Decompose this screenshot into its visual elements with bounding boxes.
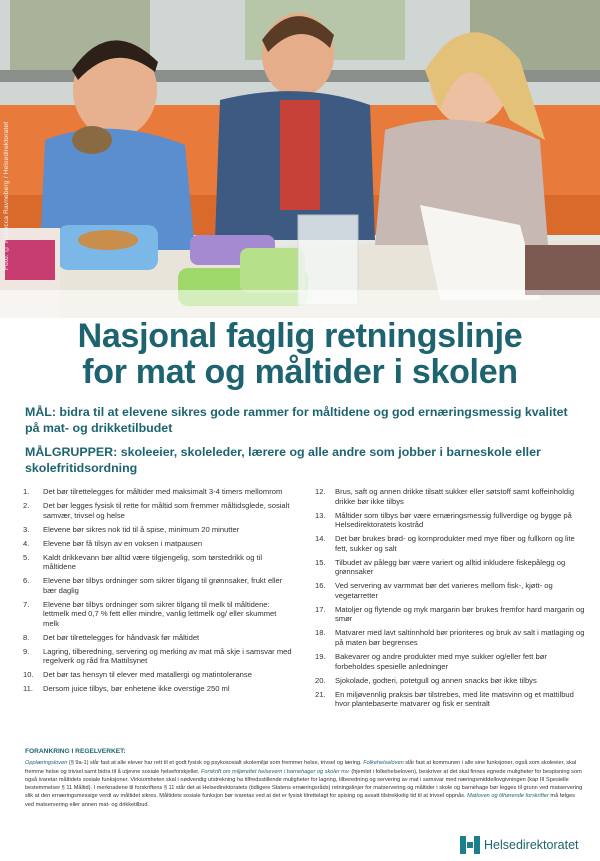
guideline-number: 21. <box>315 689 326 699</box>
guideline-text: Det bør tilrettelegges for håndvask før måltidet <box>43 632 200 642</box>
guideline-item <box>23 576 293 595</box>
law-link-folkehelseloven[interactable]: Folkehelseloven <box>363 760 404 767</box>
law-link-matloven[interactable]: Matloven og tilhørende forskrifter <box>467 793 549 800</box>
guideline-number: 1. <box>23 487 30 496</box>
guideline-item <box>23 553 293 572</box>
anchoring-text-c: (hjemlet i folkehelseloven), beskriver at det skal finnes egnede muligheter for bespisning som også ivaretar måltidets sosiale funksjoner. Virksomheten skal i nødvendig utstrekning ha tilfredsstillende muligheter for lagring, tilberedning og servering av mat i samsvar med næringsmiddellovgivningen (kap III Spesielle bestemmelser § 11 Måltid). I merknadene til forskriftens § 11 står det at Helsedirektoratets (tidligere Statens ernæringsråds) retningslinjer for matservering og måltider i skole og barnehage bør legges til grunn ved matservering slik at den ernæringsmessige verdi av måltidet sikres. Måltidets sosiale funksjon bør ivaretas ved at det er fysisk tilrettelagt for spising og avsatt tilstrekkelig tid til at trivsel oppnås. <box>25 768 583 800</box>
anchoring-text-b: slår fast at kommunen i alle sine funksjoner, også som skoleeier, skal fremme helse og trivsel samt bidra til å utjevne sosiale helseforskjeller. <box>25 760 577 775</box>
guideline-item <box>315 558 585 577</box>
guideline-text: Elevene bør få tilsyn av en voksen i matpausen <box>43 538 203 548</box>
guideline-number: 11. <box>23 684 33 694</box>
helsedirektoratet-logo <box>460 836 579 854</box>
target-groups-text: skoleeier, skoleleder, lærere og alle andre som jobber i barneskole eller skolefritidsordning <box>25 445 541 475</box>
guideline-number: 15. <box>315 557 326 567</box>
regulatory-anchoring <box>25 748 585 809</box>
hero-photo <box>0 0 600 318</box>
guideline-text: Sjokolade, godteri, potetgull og annen snacks bør ikke tilbys <box>335 675 537 685</box>
law-link-forskrift[interactable]: Forskrift om miljørettet helsevern i barnehager og skoler mv. <box>200 768 350 775</box>
guideline-text: Elevene bør sikres nok tid til å spise, minimum 20 minutter <box>43 524 240 534</box>
guideline-number: 5. <box>23 552 30 562</box>
guideline-item <box>315 487 585 506</box>
guideline-item <box>315 652 585 671</box>
guideline-item <box>23 670 293 680</box>
guideline-item <box>23 539 293 549</box>
guideline-text: Ved servering av varmmat bør det varieres mellom fisk-, kjøtt- og vegetarretter <box>335 581 553 600</box>
guideline-item <box>23 525 293 535</box>
guideline-item <box>23 501 293 520</box>
target-groups-section <box>25 444 585 476</box>
anchoring-text <box>25 759 585 809</box>
guideline-number: 14. <box>315 534 326 544</box>
guideline-text: Dersom juice tilbys, bør enhetene ikke overstige 250 ml <box>43 684 230 694</box>
guideline-number: 16. <box>315 581 326 591</box>
title-line-2: for mat og måltider i skolen <box>82 353 518 391</box>
guideline-item <box>315 605 585 624</box>
guideline-text: Tilbudet av pålegg bør være variert og alltid inkludere fiskepålegg og grønnsaker <box>335 557 566 577</box>
goal-label: MÅL: <box>25 405 56 419</box>
guideline-number: 19. <box>315 652 326 662</box>
guideline-item <box>315 511 585 530</box>
guideline-text: Elevene bør tilbys ordninger som sikrer tilgang til melk til måltidene: lettmelk med 0,7 % fett eller mindre, vanlig lettmelk og/ eller skummet melk <box>43 599 277 628</box>
guideline-number: 12. <box>315 487 326 496</box>
guideline-item <box>315 628 585 647</box>
guideline-text: Kaldt drikkevann bør alltid være tilgjengelig, som tørstedrikk og til måltidene <box>43 552 263 572</box>
law-link-opplaeringsloven[interactable]: Opplæringsloven <box>25 760 68 767</box>
guideline-text: Brus, saft og annen drikke tilsatt sukker eller søtstoff samt koffeinholdig drikke bør ikke tilbys <box>335 487 575 506</box>
title-line-1: Nasjonal faglig retningslinje <box>77 317 523 355</box>
guideline-item <box>23 600 293 629</box>
anchoring-text-d: må følges ved matservering eller annen mat- og drikketilbud. <box>25 793 575 808</box>
guideline-text: Det bør tilrettelegges for måltider med maksimalt 3-4 timers mellomrom <box>43 487 283 496</box>
guideline-number: 6. <box>23 576 30 586</box>
anchoring-heading: FORANKRING I REGELVERKET: <box>25 748 126 755</box>
guideline-number: 2. <box>23 500 30 510</box>
goal-text: bidra til at elevene sikres gode rammer for måltidene og god ernæringsmessig kvalitet på mat- og drikketilbudet <box>25 405 568 435</box>
guideline-item <box>23 684 293 694</box>
guideline-number: 13. <box>315 510 326 520</box>
guideline-text: Måltider som tilbys bør være ernæringsmessig fullverdige og bygge på Helsedirektoratets kostråd <box>335 510 572 530</box>
guidelines-list-left <box>23 487 293 698</box>
guideline-number: 8. <box>23 632 30 642</box>
guideline-number: 17. <box>315 604 326 614</box>
guideline-number: 10. <box>23 670 34 680</box>
anchoring-text-a: (§ 9a-1) slår fast at alle elever har rett til et godt fysisk og psykososialt skolemiljø som fremmer helse, trivsel og læring. <box>67 760 364 767</box>
guideline-number: 4. <box>23 538 30 548</box>
guideline-text: Det bør brukes brød- og kornprodukter med mye fiber og fullkorn og lite fett, sukker og salt <box>335 534 575 553</box>
guideline-text: Lagring, tilberedning, servering og merking av mat må skje i samsvar med regelverk og råd fra Mattilsynet <box>43 646 292 666</box>
guideline-text: Bakevarer og andre produkter med mye sukker og/eller fett bør forbeholdes spesielle anledninger <box>335 652 547 671</box>
photo-credit: Foto: © Rebecca Ravneberg / Helsedirektoratet <box>3 121 10 270</box>
guideline-item <box>23 633 293 643</box>
guideline-item <box>23 647 293 666</box>
guideline-number: 20. <box>315 675 326 685</box>
guideline-text: Elevene bør tilbys ordninger som sikrer tilgang til grønnsaker, frukt eller bær daglig <box>43 576 283 595</box>
guideline-item <box>315 534 585 553</box>
guideline-number: 9. <box>23 646 30 656</box>
target-groups-label: MÅLGRUPPER: <box>25 445 118 459</box>
guideline-text: Det bør tas hensyn til elever med matallergi og matintoleranse <box>43 670 252 680</box>
logo-text: Helsedirektoratet <box>484 838 579 852</box>
page-title <box>0 318 600 390</box>
guideline-text: En miljøvennlig praksis bør tilstrebes, med lite matsvinn og et mattilbud hvor plantebaserte matvarer og fisk er sentralt <box>335 689 574 709</box>
guideline-text: Matoljer og flytende og myk margarin bør brukes fremfor hard margarin og smør <box>335 604 585 624</box>
logo-mark-icon <box>460 836 480 854</box>
children-eating-illustration <box>0 0 600 318</box>
guideline-number: 18. <box>315 628 326 638</box>
guidelines-list-right <box>315 487 585 713</box>
guideline-number: 7. <box>23 599 30 609</box>
goal-section <box>25 404 585 436</box>
guideline-item <box>315 581 585 600</box>
guideline-number: 3. <box>23 524 30 534</box>
guideline-text: Det bør legges fysisk til rette for måltid som fremmer måltidsglede, sosialt samvær, trivsel og helse <box>43 500 290 520</box>
guideline-item <box>315 690 585 709</box>
guideline-item <box>315 676 585 686</box>
guideline-item <box>23 487 293 497</box>
guideline-text: Matvarer med lavt saltinnhold bør prioriteres og bruk av salt i matlaging og på maten bør begrenses <box>335 628 585 648</box>
